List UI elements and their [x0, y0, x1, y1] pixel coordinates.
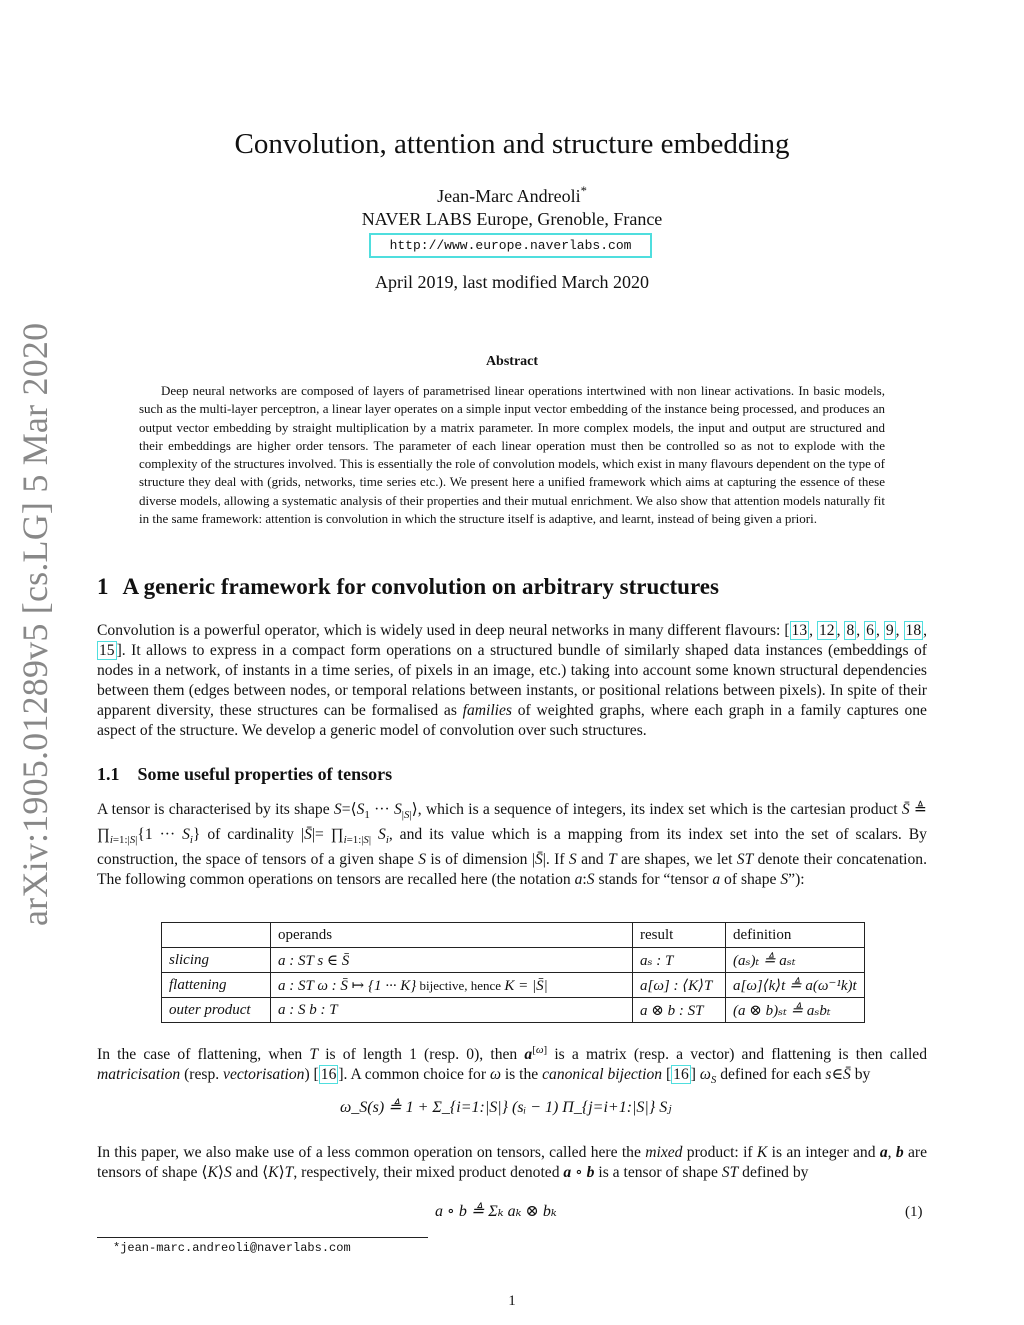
table-cell: a ⊗ b : ST: [633, 998, 726, 1023]
table-header-cell: operands: [271, 923, 633, 948]
subsection-number: 1.1: [97, 764, 120, 784]
canonical-bijection-equation: ω_S(s) ≜ 1 + Σ_{i=1:|S|} (sᵢ − 1) Π_{j=i+1:|S|} Sⱼ: [340, 1099, 672, 1116]
table-header-cell: result: [633, 923, 726, 948]
section-title: A generic framework for convolution on arbitrary structures: [122, 574, 719, 599]
subsection-1-1-heading: [97, 764, 392, 785]
section-1-paragraph: Convolution is a powerful operator, which is widely used in deep neural networks in many different flavours: [ 13 , 12 , 8 , 6 , 9 , 18 , 15 ]. It allows to express in a compact form operations on a structured bundle of similarly shaped data instances (embeddings of nodes in a network, of instants in a time series, of pixels in an image, etc.) taking into account some known structural dependencies between them (edges between nodes, or temporal relations between instants, or positional relations between pixels). In spite of their apparent diversity, these structures can be formalised as families of weighted graphs, where each graph in a family captures one aspect of the structure. We develop a generic model of convolution over such structures.: [97, 622, 928, 739]
flattening-paragraph: In the case of flattening, when T is of length 1 (resp. 0), then a[ω] is a matrix (resp. a vector) and flattening is then called matricisation (resp. vectorisation) [ 16 ]. A common choice for ω is the canonical bijection [ 16 ] $\omega_S$ defined for each s∈S̄ by: [97, 1044, 927, 1087]
table-header-cell: definition: [726, 923, 865, 948]
section-number: 1: [97, 574, 109, 599]
paper-date: April 2019, last modified March 2020: [375, 272, 649, 292]
mixed-product-paragraph: In this paper, we also make use of a less common operation on tensors, called here the mixed product: if K is an integer and a, b are tensors of shape ⟨K⟩S and ⟨K⟩T, respectively, their mixed product denoted a ∘ b is a tensor of shape ST defined by: [97, 1144, 928, 1181]
paper-title: Convolution, attention and structure embedding: [234, 128, 790, 160]
homepage-link[interactable]: http://www.europe.naverlabs.com: [369, 233, 652, 258]
citation-link[interactable]: 8: [846, 622, 855, 639]
abstract-heading: Abstract: [485, 354, 539, 369]
table-cell: slicing: [162, 948, 271, 973]
affiliation: NAVER LABS Europe, Grenoble, France: [361, 209, 663, 229]
citation-link[interactable]: 9: [885, 622, 894, 639]
table-cell: a : S b : T: [271, 998, 633, 1023]
equation-number: (1): [905, 1204, 923, 1220]
citation-link[interactable]: 18: [905, 622, 922, 639]
table-row: [162, 973, 865, 998]
table-cell: a[ω]⟨k⟩t ≜ a(ω⁻¹k)t: [726, 973, 865, 998]
table-cell: a : ST ω : S̄ ↦ {1 ··· K} bijective, hence K = |S̄|: [271, 973, 633, 998]
citation-link[interactable]: 16: [673, 1066, 689, 1084]
table-cell: aₛ : T: [633, 948, 726, 973]
section-1-heading: [97, 574, 719, 600]
table-header-cell: [162, 923, 271, 948]
citation-link[interactable]: 15: [99, 642, 115, 659]
table-cell: (aₛ)ₜ ≜ aₛₜ: [726, 948, 865, 973]
tensor-operations-table: [161, 922, 865, 1023]
tensor-paragraph: A tensor is characterised by its shape $S=⟨S_1$ ··· $S_{|S|}⟩$, which is a sequence of integers, its index set which is the cartesian product S̄ ≜ $\prod_{i=1:|S|}\{1$ ··· $S_i$} of cardinality |S̄|= $\prod_{i=1:|S|}$ $S_i$, and its value which is a mapping from its index set into the set of scalars. By construction, the space of tensors of a given shape S is of dimension |S̄|. If S and T are shapes, we let ST denote their concatenation. The following common operations on tensors are recalled here (the notation a:S stands for “tensor a of shape S”):: [97, 801, 927, 889]
table-header-row: [162, 923, 865, 948]
table-cell: a[ω] : ⟨K⟩T: [633, 973, 726, 998]
subsection-title: Some useful properties of tensors: [137, 764, 393, 784]
citation-link[interactable]: 6: [866, 622, 874, 639]
table-cell: (a ⊗ b)ₛₜ ≜ aₛbₜ: [726, 998, 865, 1023]
table-cell: a : ST s ∈ S̄: [271, 948, 633, 973]
footnote-divider: [97, 1237, 428, 1238]
table-cell: flattening: [162, 973, 271, 998]
mixed-product-equation: a ∘ b ≜ Σₖ aₖ ⊗ bₖ: [435, 1203, 557, 1220]
citation-link[interactable]: 12: [819, 622, 835, 639]
author-name: [0, 184, 1024, 207]
citation-link[interactable]: 13: [791, 622, 808, 639]
table-row: [162, 948, 865, 973]
citation-link[interactable]: 16: [320, 1066, 337, 1084]
table-row: [162, 998, 865, 1023]
author-text: Jean-Marc Andreoli: [437, 186, 581, 206]
author-footnote-mark: *: [580, 184, 587, 198]
abstract-text: Deep neural networks are composed of layers of parametrised linear operations intertwined with non linear activations. In basic models, such as the multi-layer perceptron, a linear layer operates on a simple input vector embedding of the instance being processed, and produces an output vector embedding by straight multiplication by a matrix parameter. In more complex models, the input and output are structured and their embeddings are higher order tensors. The parameter of each linear operation must then be controlled so as not to explode with the complexity of the structures involved. This is essentially the role of convolution models, which exist in many flavours dependent on the type of structure they deal with (grids, networks, time series etc.). We present here a unified framework which aims at capturing the essence of these diverse models, allowing a systematic analysis of their properties and their mutual enrichment. We also show that attention models naturally fit in the same framework: attention is convolution in which the structure itself is adaptive, and learnt, instead of being given a priori.: [139, 383, 885, 527]
page-number: 1: [508, 1293, 516, 1309]
footnote-email[interactable]: *jean-marc.andreoli@naverlabs.com: [113, 1241, 351, 1255]
table-cell: outer product: [162, 998, 271, 1023]
arxiv-stamp: arXiv:1905.01289v5 [cs.LG] 5 Mar 2020: [15, 322, 55, 926]
